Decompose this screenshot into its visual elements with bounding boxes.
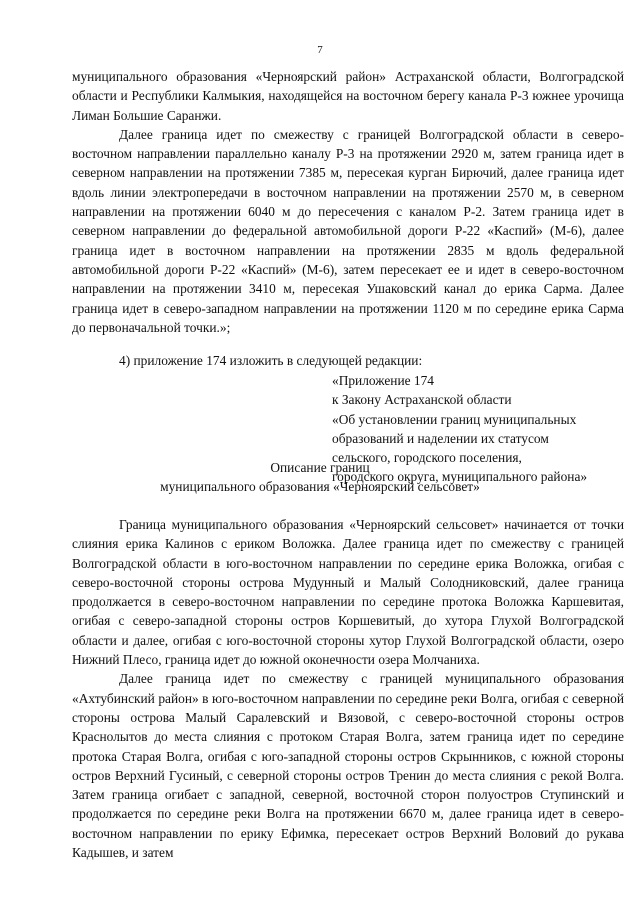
appendix-line: сельского, городского поселения, [332, 450, 522, 466]
page-number: 7 [317, 44, 323, 56]
item-4-paragraph: 4) приложение 174 изложить в следующей редакции: [119, 353, 423, 368]
appendix-line: к Закону Астраханской области [332, 392, 512, 408]
upper-text-block [72, 67, 624, 337]
title-line-1: Описание границ [270, 460, 370, 475]
intro-paragraph: муниципального образования «Черноярский район» Астраханской области, Волгоградской области и Республики Калмыкия, находящейся на восточном берегу канала Р-3 южнее урочища Лиман Большие Саранжи. [72, 69, 624, 123]
lower-text-block [72, 515, 624, 862]
title-line-2: муниципального образования «Черноярский сельсовет» [160, 479, 480, 495]
border-paragraph: Далее граница идет по смежеству с границей Волгоградской области в северо-восточном направлении параллельно каналу Р-3 на протяжении 2920 м, затем граница идет в северном направлении на протяжении 7385 м, пересекая курган Бирючий, далее граница идет вдоль линии электропередачи в восточном направлении на протяжении 2570 м, в северном направлении на протяжении 6040 м до пересечения с каналом Р-2. Затем граница идет в северном направлении до федеральной автомобильной дороги Р-22 «Каспий» (М-6), далее граница идет в восточном направлении на протяжении 2835 м вдоль федеральной автомобильной дороги Р-22 «Каспий» (М-6), затем пересекает ее и идет в северо-восточном направлении на протяжении 3410 м, пересекая Ушаковский канал до ерика Сарма. Далее граница идет в северо-западном направлении на протяжении 1120 м по середине ерика Сарма до первоначальной точки.»; [72, 126, 624, 335]
appendix-line: «Об установлении границ муниципальных [332, 411, 577, 427]
section-title [0, 458, 640, 497]
appendix-line: городского округа, муниципального района» [332, 469, 588, 485]
appendix-line: «Приложение 174 [332, 373, 434, 388]
description-paragraph-1: Граница муниципального образования «Черноярский сельсовет» начинается от точки слияния ерика Калинов с ериком Воложка. Далее граница идет по смежеству с границей Волгоградской области в юго-восточном направлении по середине ерика Воложка, огибая с северо-восточной стороны острова Мудунный и Малый Солодниковский, далее граница продолжается в северо-восточном направлении по середине протока Воложка Каршевитая, огибая с северо-западной стороны остров Коршевитый, до хутора Глухой Волгоградской области и далее, огибая с юго-восточной стороны хутор Глухой Волгоградской области, озеро Нижний Плесо, граница идет до южной оконечности озера Молчаниха. [72, 517, 624, 668]
appendix-line: образований и наделении их статусом [332, 430, 549, 446]
description-paragraph-2: Далее граница идет по смежеству с границей муниципального образования «Ахтубинский район» в юго-восточном направлении по середине реки Волга, огибая с северной стороны острова Малый Саралевский и Вязовой, с северо-восточной стороны остров Краснолытов до места слияния с протоком Старая Волга, затем граница идет по середине протока Старая Волга, огибая с юго-западной стороны остров Скрынников, с южной стороны остров Верхний Гусиный, с северной стороны остров Тренин до места слияния с рекой Волга. Затем граница огибает с западной, северной, восточной сторон полуостров Ступинский и продолжается по середине реки Волга на протяжении 6670 м, далее граница идет в северо-восточном направлении по ерику Ефимка, пересекает остров Верхний Воловий до рукава Кадышев, и затем [72, 671, 624, 861]
